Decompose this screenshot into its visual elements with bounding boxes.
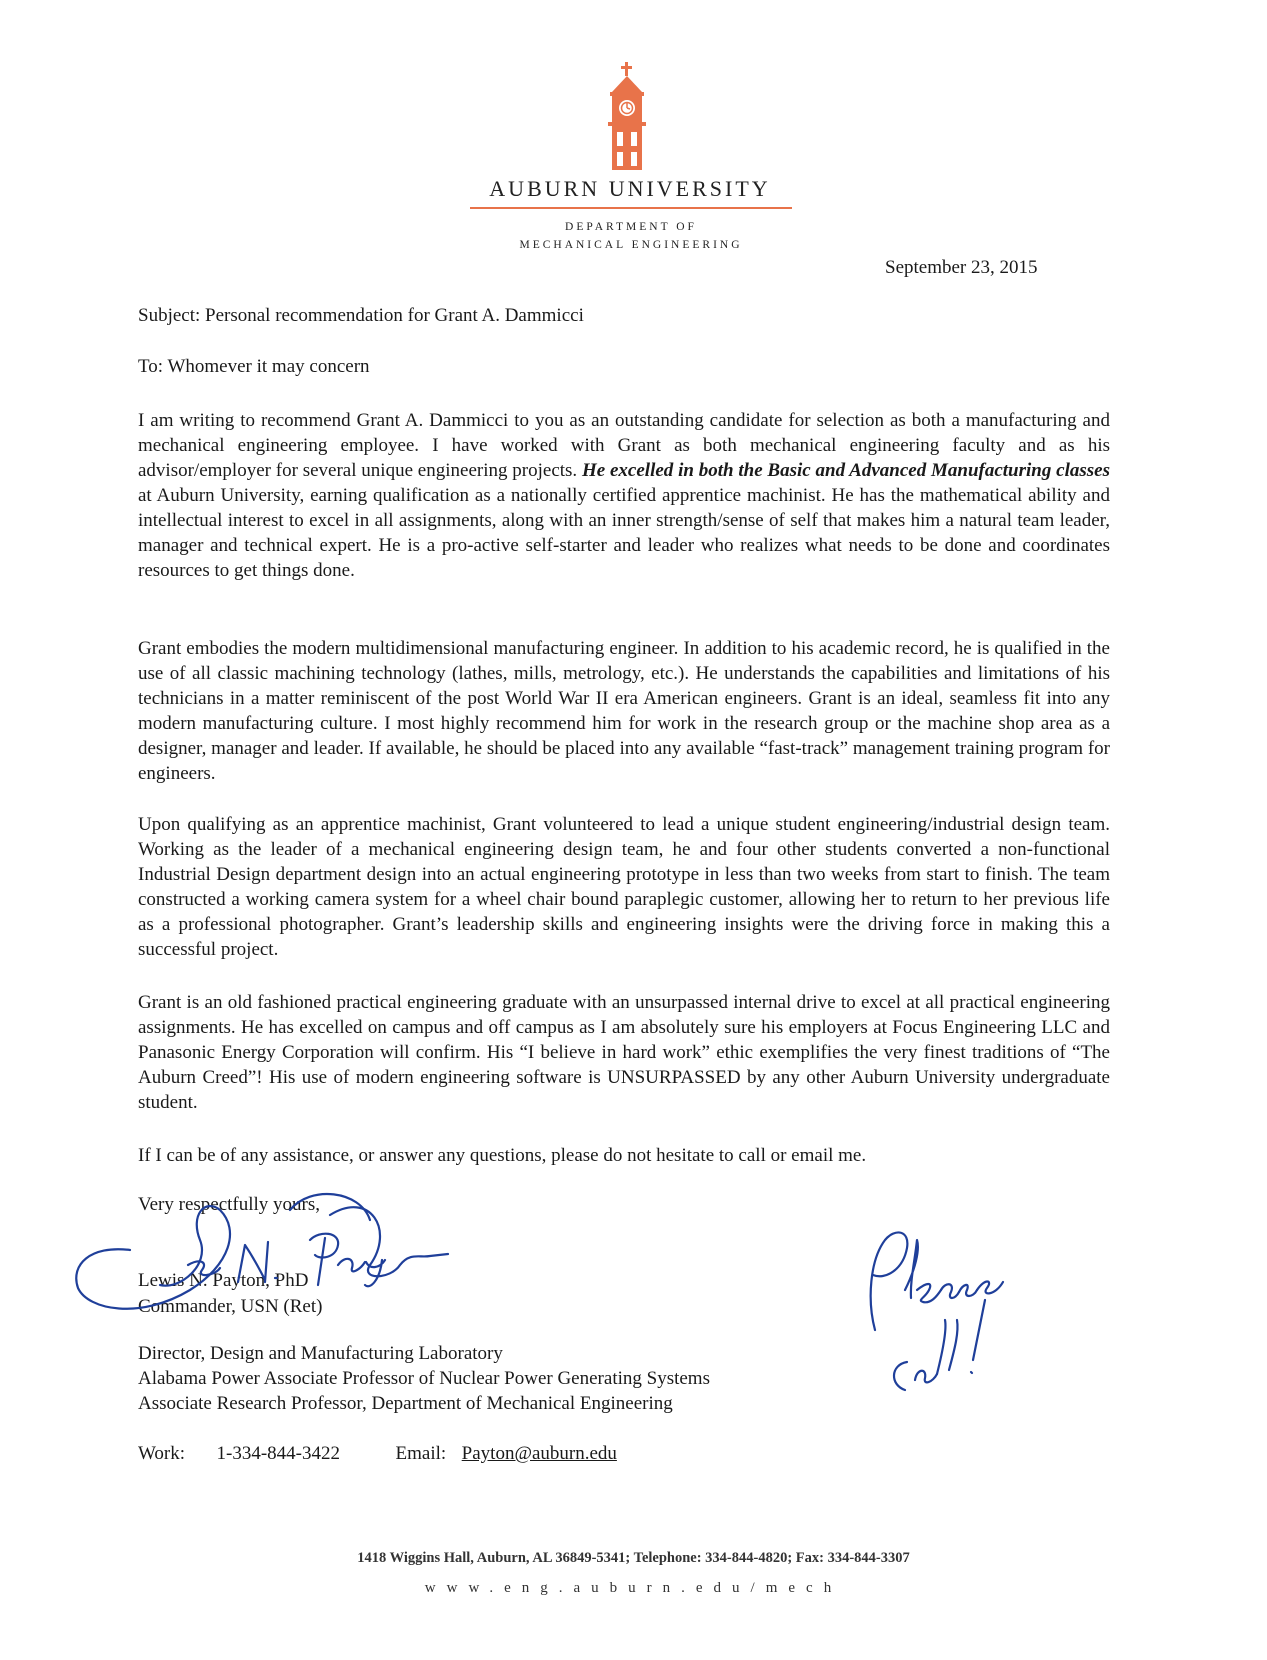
university-name: AUBURN UNIVERSITY	[489, 176, 771, 201]
email-link[interactable]: Payton@auburn.edu	[461, 1443, 617, 1464]
footer-address: 1418 Wiggins Hall, Auburn, AL 36849-5341; Telephone: 334-844-4820; Fax: 334-844-3307	[357, 1550, 910, 1566]
department-line-1: DEPARTMENT OF	[565, 221, 697, 233]
signer-rank: Commander, USN (Ret)	[138, 1296, 323, 1317]
footer-website[interactable]: www.eng.auburn.edu/mech	[424, 1580, 843, 1596]
paragraph-1-part-a: I am writing to recommend Grant A. Dammicci to you as an outstanding candidate for selection as both a manufacturing and mechanical engineering employee. I have worked with Grant as both mechanical engineering faculty and as his advisor/employer for several unique engineering projects.	[138, 410, 1110, 481]
department-name	[470, 218, 792, 254]
department-line-2: MECHANICAL ENGINEERING	[519, 239, 743, 251]
signer-title-3: Associate Research Professor, Department of Mechanical Engineering	[138, 1393, 673, 1414]
signer-title-2: Alabama Power Associate Professor of Nuclear Power Generating Systems	[138, 1368, 710, 1389]
paragraph-2: Grant embodies the modern multidimensional manufacturing engineer. In addition to his academic record, he is qualified in the use of all classic machining technology (lathes, mills, metrology, etc.). He understands the capabilities and limitations of his technicians in a matter reminiscent of the post World War II era American engineers. Grant is an ideal, seamless fit into any modern manufacturing culture. I most highly recommend him for work in the research group or the machine shop area as a designer, manager and leader. If available, he should be placed into any available “fast-track” management training program for engineers.	[138, 638, 1110, 784]
letter-date: September 23, 2015	[885, 257, 1038, 278]
signer-name: Lewis N. Payton, PhD	[138, 1270, 309, 1291]
handwritten-please-call-note	[845, 1220, 1045, 1420]
subject-line: Subject: Personal recommendation for Grant A. Dammicci	[138, 305, 584, 326]
paragraph-1-part-b: at Auburn University, earning qualification as a nationally certified apprentice machinist. He has the mathematical ability and intellectual interest to excel in all assignments, along with an inner strength/sense of self that makes him a natural team leader, manager and technical expert. He is a pro-active self-starter and leader who realizes what needs to be done and coordinates resources to get things done.	[138, 485, 1110, 581]
clock-tower-icon	[602, 62, 652, 172]
paragraph-3: Upon qualifying as an apprentice machinist, Grant volunteered to lead a unique student engineering/industrial design team. Working as the leader of a mechanical engineering design team, he and four other students converted a non-functional Industrial Design department design into an actual engineering prototype in less than two weeks from start to finish. The team constructed a working camera system for a wheel chair bound paraplegic customer, allowing her to return to her previous life as a professional photographer. Grant’s leadership skills and engineering insights were the driving force in making this a successful project.	[138, 814, 1110, 960]
signer-title-1: Director, Design and Manufacturing Laboratory	[138, 1343, 503, 1364]
email-label: Email:	[395, 1443, 447, 1464]
work-phone: 1-334-844-3422	[216, 1443, 341, 1464]
paragraph-1	[138, 408, 1110, 583]
contact-line	[138, 1443, 617, 1465]
paragraph-1-emphasis: He excelled in both the Basic and Advanced Manufacturing classes	[581, 460, 1110, 481]
work-label: Work:	[138, 1443, 186, 1464]
handwritten-signature	[70, 1170, 450, 1330]
letterhead	[0, 0, 1267, 250]
closing-salutation: Very respectfully yours,	[138, 1194, 321, 1215]
paragraph-4: Grant is an old fashioned practical engineering graduate with an unsurpassed internal drive to excel at all practical engineering assignments. He has excelled on campus and off campus as I am absolutely sure his employers at Focus Engineering LLC and Panasonic Energy Corporation will confirm. His “I believe in hard work” ethic exemplifies the very finest traditions of “The Auburn Creed”! His use of modern engineering software is UNSURPASSED by any other Auburn University undergraduate student.	[138, 992, 1110, 1113]
letterhead-rule	[470, 207, 792, 209]
paragraph-5: If I can be of any assistance, or answer any questions, please do not hesitate to call or email me.	[138, 1145, 867, 1166]
recipient-line: To: Whomever it may concern	[138, 356, 370, 377]
